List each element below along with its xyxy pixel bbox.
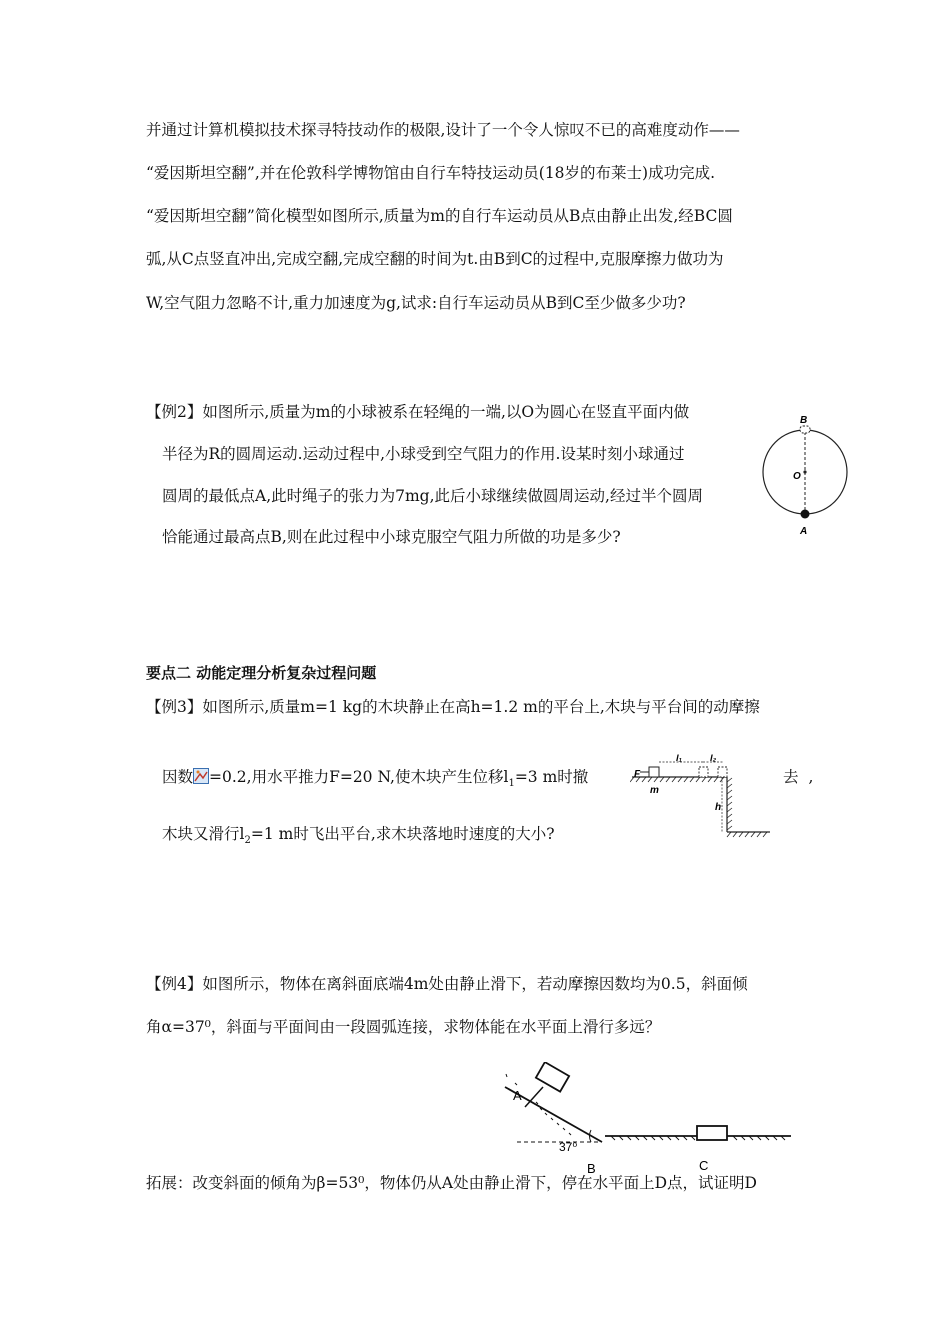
block-mid-dashed	[699, 767, 708, 777]
example3-line2-start: 因数	[162, 768, 194, 786]
label-f: F	[634, 769, 641, 780]
block-start	[649, 767, 659, 777]
label-l1: l₁	[676, 753, 682, 764]
example3-line-2-end: 去,	[783, 768, 824, 786]
problem1-line-3: “爱因斯坦空翻”简化模型如图所示,质量为m的自行车运动员从B点由静止出发,经BC圆	[146, 207, 733, 225]
label-incline-c: C	[699, 1158, 709, 1173]
ball-top-dashed	[800, 426, 810, 433]
platform-figure	[630, 752, 775, 842]
example3-line-3	[162, 824, 555, 851]
example3-line-2	[162, 767, 588, 794]
floor-block	[697, 1126, 727, 1140]
ball-bottom	[801, 510, 810, 519]
label-o: O	[793, 471, 801, 482]
label-incline-b: B	[587, 1161, 596, 1176]
problem1-line-5: W,空气阻力忽略不计,重力加速度为g,试求:自行车运动员从B到C至少做多少功?	[146, 294, 686, 312]
example3-line2-tail: =3 m时撤	[514, 768, 589, 786]
example3-line-1: 【例3】如图所示,质量m=1 kg的木块静止在高h=1.2 m的平台上,木块与平台间的动摩擦	[146, 698, 760, 716]
example3-sub-2: 2	[244, 835, 251, 847]
ground-hatch	[727, 832, 767, 837]
label-h: h	[715, 802, 722, 813]
problem1-line-2: “爱因斯坦空翻”,并在伦敦科学博物馆由自行车特技运动员(18岁的布莱士)成功完成.	[146, 164, 716, 182]
platform-hatch	[630, 777, 724, 782]
example3-sub-1: 1	[508, 778, 515, 790]
label-a: A	[800, 526, 808, 537]
label-l2: l₂	[710, 753, 717, 764]
extension-line: 拓展：改变斜面的倾角为β=53⁰，物体仍从A处由静止滑下，停在水平面上D点，试证明D	[146, 1174, 757, 1192]
example4-line-2: 角α=37⁰，斜面与平面间由一段圆弧连接，求物体能在水平面上滑行多远？	[146, 1018, 661, 1036]
section-heading: 要点二 动能定理分析复杂过程问题	[146, 664, 377, 682]
incline-block	[536, 1062, 569, 1092]
label-incline-a: A	[513, 1088, 522, 1103]
incline-figure	[495, 1062, 800, 1177]
label-angle: 37⁰	[559, 1140, 578, 1154]
example4-line-1: 【例4】如图所示，物体在离斜面底端4m处由静止滑下，若动摩擦因数均为0.5，斜面倾	[146, 975, 748, 993]
example2-line-3: 圆周的最低点A,此时绳子的张力为7mg,此后小球继续做圆周运动,经过半个圆周	[162, 487, 703, 505]
example3-line2-mid: =0.2,用水平推力F=20 N,使木块产生位移l	[209, 768, 509, 786]
problem1-line-4: 弧,从C点竖直冲出,完成空翻,完成空翻的时间为t.由B到C的过程中,克服摩擦力做功为	[146, 250, 724, 268]
mu-symbol-icon	[193, 768, 209, 784]
example2-line-4: 恰能通过最高点B,则在此过程中小球克服空气阻力所做的功是多少?	[162, 528, 621, 546]
wall-hatch	[727, 778, 732, 830]
center-point	[803, 470, 806, 473]
block-end-dashed	[718, 767, 727, 777]
circle-figure	[755, 410, 855, 540]
example2-line-1: 【例2】如图所示,质量为m的小球被系在轻绳的一端,以O为圆心在竖直平面内做	[146, 403, 690, 421]
example3-line3-start: 木块又滑行l	[162, 825, 245, 843]
label-m: m	[650, 785, 659, 796]
label-b: B	[800, 415, 808, 426]
problem1-line-1: 并通过计算机模拟技术探寻特技动作的极限,设计了一个令人惊叹不已的高难度动作——	[146, 121, 740, 139]
example3-line3-end: =1 m时飞出平台,求木块落地时速度的大小?	[250, 825, 555, 843]
example2-line-2: 半径为R的圆周运动.运动过程中,小球受到空气阻力的作用.设某时刻小球通过	[162, 445, 685, 463]
